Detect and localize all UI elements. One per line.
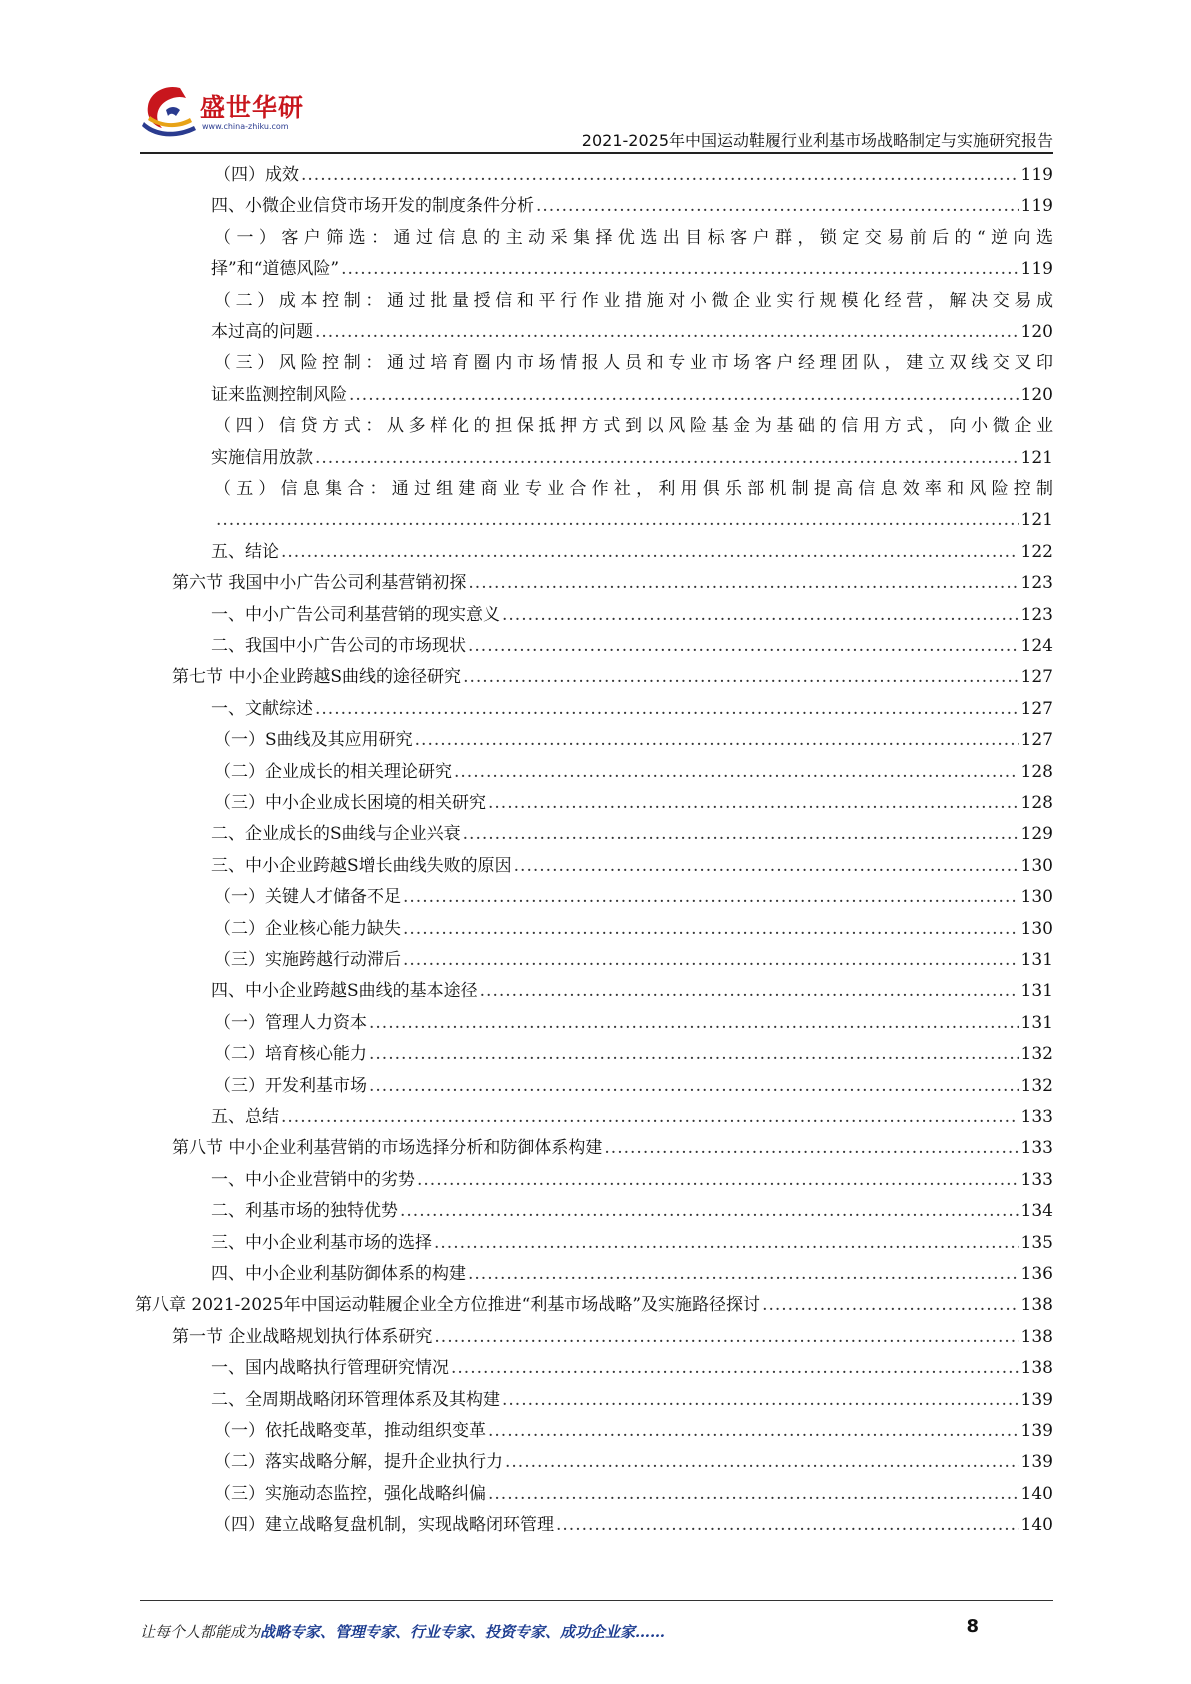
toc-leader-dots [315, 443, 1019, 474]
toc-entry-title: 一、文献综述 [211, 698, 313, 719]
toc-entry[interactable] [214, 757, 1053, 788]
toc-entry[interactable] [214, 1447, 1053, 1478]
toc-entry-title: （三）中小企业成长困境的相关研究 [214, 793, 486, 813]
toc-leader-dots [488, 1416, 1019, 1447]
report-title: 2021-2025年中国运动鞋履行业利基市场战略制定与实施研究报告 [581, 131, 1053, 150]
toc-entry-title[interactable]: （二）成本控制：通过批量授信和平行作业措施对小微企业实行规模化经营，解决交易成 [214, 290, 1053, 311]
toc-entry-title: 二、全周期战略闭环管理体系及其构建 [211, 1389, 500, 1410]
toc-entry-title: 四、中小企业跨越S曲线的基本途径 [211, 981, 478, 1002]
toc-page-number: 133 [1020, 1169, 1053, 1190]
toc-entry[interactable] [214, 1071, 1053, 1102]
toc-entry[interactable] [214, 945, 1053, 976]
toc-entry-title: 五、结论 [211, 541, 279, 562]
toc-page-number: 122 [1020, 541, 1053, 562]
toc-leader-dots [434, 1228, 1019, 1259]
toc-entry-title: 第一节 企业战略规划执行体系研究 [172, 1326, 433, 1347]
toc-entry-title: （二）企业核心能力缺失 [214, 918, 401, 939]
toc-entry[interactable] [211, 537, 1053, 568]
toc-leader-dots [216, 505, 1019, 536]
toc-entry-title: （三）实施跨越行动滞后 [214, 950, 401, 970]
toc-page-number: 130 [1020, 855, 1053, 876]
toc-entry[interactable] [214, 788, 1053, 819]
toc-page-number: 134 [1020, 1201, 1053, 1222]
toc-page-number: 139 [1020, 1421, 1053, 1441]
toc-entry[interactable] [214, 1039, 1053, 1070]
toc-entry-title: 第八章 2021-2025年中国运动鞋履企业全方位推进“利基市场战略”及实施路径探讨 [135, 1295, 761, 1316]
toc-leader-dots [762, 1290, 1018, 1321]
toc-page-number: 138 [1020, 1326, 1053, 1347]
toc-leader-dots [451, 1353, 1019, 1384]
toc-leader-dots [488, 788, 1019, 819]
toc-entry[interactable] [172, 568, 1053, 599]
toc-leader-dots [369, 1008, 1019, 1039]
toc-page-number: 131 [1020, 1012, 1053, 1033]
toc-leader-dots [281, 1102, 1019, 1133]
toc-entry[interactable] [211, 380, 1053, 411]
toc-entry[interactable] [211, 254, 1053, 285]
toc-leader-dots [301, 160, 1019, 191]
toc-entry[interactable] [214, 1479, 1053, 1510]
toc-page-number: 131 [1020, 950, 1053, 970]
toc-entry[interactable] [214, 725, 1053, 756]
toc-entry[interactable] [211, 600, 1053, 631]
toc-page-number: 139 [1020, 1452, 1053, 1473]
toc-leader-dots [505, 1447, 1019, 1478]
toc-entry[interactable] [211, 1259, 1053, 1290]
toc-entry-title: （二）企业成长的相关理论研究 [214, 761, 452, 782]
toc-leader-dots [454, 757, 1019, 788]
toc-leader-dots [341, 254, 1018, 285]
toc-page-number: 133 [1020, 1107, 1053, 1127]
toc-entry-title: 二、利基市场的独特优势 [211, 1201, 398, 1222]
toc-entry-title: （四）建立战略复盘机制，实现战略闭环管理 [214, 1515, 554, 1536]
toc-page-number: 124 [1020, 636, 1053, 656]
slogan-prefix: 让每个人都能成为 [140, 1623, 261, 1641]
toc-entry[interactable] [211, 1196, 1053, 1227]
toc-entry-title[interactable]: （一）客户筛选：通过信息的主动采集择优选出目标客户群，锁定交易前后的“逆向选 [214, 227, 1053, 248]
toc-page-number: 129 [1020, 824, 1053, 845]
toc-entry[interactable] [211, 851, 1053, 882]
toc-leader-dots [463, 662, 1018, 693]
toc-page-number: 127 [1020, 698, 1053, 719]
toc-entry[interactable] [211, 694, 1053, 725]
toc-entry-title: 一、国内战略执行管理研究情况 [211, 1358, 449, 1379]
toc-page-number: 136 [1020, 1264, 1053, 1284]
toc-leader-dots [403, 882, 1019, 913]
toc-entry-title: 第八节 中小企业利基营销的市场选择分析和防御体系构建 [172, 1138, 603, 1159]
toc-page-number: 132 [1020, 1075, 1053, 1096]
toc-entry-continuation: 证来监测控制风险 [211, 384, 347, 405]
toc-entry-continuation: 实施信用放款 [211, 447, 313, 468]
toc-leader-dots [468, 1259, 1019, 1290]
toc-leader-dots [400, 1196, 1019, 1227]
toc-page-number: 119 [1020, 259, 1053, 280]
toc-entry[interactable] [214, 1416, 1053, 1447]
toc-page-number: 130 [1020, 918, 1053, 939]
toc-entry-title: 二、我国中小广告公司的市场现状 [211, 636, 466, 656]
toc-entry-title: 四、小微企业信贷市场开发的制度条件分析 [211, 196, 534, 217]
toc-leader-dots [349, 380, 1019, 411]
logo-name: 盛世华研 [200, 93, 305, 122]
toc-entry-title: 三、中小企业利基市场的选择 [211, 1232, 432, 1253]
toc-leader-dots [403, 945, 1019, 976]
toc-entry-continuation: 择”和“道德风险” [211, 259, 340, 280]
footer-divider [140, 1600, 1053, 1601]
toc-entry[interactable] [214, 160, 1053, 191]
toc-entry[interactable] [211, 1228, 1053, 1259]
toc-entry-title: 一、中小广告公司利基营销的现实意义 [211, 604, 500, 625]
toc-page-number: 123 [1020, 604, 1053, 625]
toc-page-number: 132 [1020, 1044, 1053, 1065]
toc-entry[interactable] [211, 976, 1053, 1007]
toc-entry[interactable] [211, 1385, 1053, 1416]
toc-page-number: 128 [1020, 793, 1053, 813]
toc-entry[interactable] [214, 882, 1053, 913]
toc-page-number: 138 [1020, 1295, 1053, 1316]
toc-page-number: 139 [1020, 1389, 1053, 1410]
toc-leader-dots [536, 191, 1019, 222]
toc-entry-title: （一）依托战略变革，推动组织变革 [214, 1421, 486, 1441]
toc-page-number: 121 [1020, 510, 1053, 531]
toc-leader-dots [315, 694, 1019, 725]
toc-entry[interactable] [214, 505, 1053, 536]
slogan-highlight: 战略专家、管理专家、行业专家、投资专家、成功企业家…… [260, 1623, 666, 1641]
toc-entry[interactable] [214, 1510, 1053, 1541]
toc-page-number: 120 [1020, 384, 1053, 405]
toc-entry[interactable] [214, 1008, 1053, 1039]
toc-entry-title: 二、企业成长的S曲线与企业兴衰 [211, 824, 461, 845]
toc-entry-title: （一）S曲线及其应用研究 [214, 730, 413, 751]
toc-entry-continuation: 本过高的问题 [211, 322, 313, 342]
toc-page-number: 127 [1020, 730, 1053, 751]
toc-leader-dots [434, 1322, 1018, 1353]
toc-page-number: 119 [1020, 196, 1053, 217]
header-divider [140, 152, 1053, 154]
toc-page-number: 123 [1020, 573, 1053, 594]
toc-entry-title[interactable]: （三）风险控制：通过培育圈内市场情报人员和专业市场客户经理团队，建立双线交叉印 [214, 353, 1053, 374]
toc-entry-title: （三）实施动态监控，强化战略纠偏 [214, 1483, 486, 1504]
toc-page-number: 140 [1020, 1483, 1053, 1504]
toc-entry[interactable] [135, 1290, 1053, 1321]
toc-page-number: 130 [1020, 887, 1053, 908]
page-header [0, 0, 1191, 160]
toc-entry-title[interactable]: （四）信贷方式：从多样化的担保抵押方式到以风险基金为基础的信用方式，向小微企业 [214, 416, 1053, 437]
toc-page-number: 121 [1020, 447, 1053, 468]
toc-page-number: 120 [1020, 322, 1053, 342]
toc-entry-title: 三、中小企业跨越S增长曲线失败的原因 [211, 855, 512, 876]
toc-entry-title: （四）成效 [214, 165, 299, 185]
toc-entry[interactable] [211, 631, 1053, 662]
toc-entry-title: 五、总结 [211, 1107, 279, 1127]
toc-page-number: 131 [1020, 981, 1053, 1002]
toc-entry[interactable] [172, 1133, 1053, 1164]
toc-entry-title: （三）开发利基市场 [214, 1075, 367, 1096]
toc-page-number: 135 [1020, 1232, 1053, 1253]
toc-leader-dots [403, 914, 1019, 945]
company-logo [140, 82, 310, 146]
toc-page-number: 138 [1020, 1358, 1053, 1379]
toc-entry[interactable] [172, 1322, 1053, 1353]
toc-entry-title: 一、中小企业营销中的劣势 [211, 1169, 415, 1190]
toc-entry-title: 第七节 中小企业跨越S曲线的途径研究 [172, 667, 462, 688]
toc-leader-dots [369, 1071, 1019, 1102]
toc-leader-dots [415, 725, 1019, 756]
toc-entry-title: 四、中小企业利基防御体系的构建 [211, 1264, 466, 1284]
toc-entry[interactable] [211, 191, 1053, 222]
toc-entry[interactable] [211, 317, 1053, 348]
toc-entry[interactable] [211, 1353, 1053, 1384]
toc-leader-dots [281, 537, 1019, 568]
page-number: 8 [966, 1616, 979, 1637]
toc-leader-dots [480, 976, 1019, 1007]
toc-page-number: 127 [1020, 667, 1053, 688]
toc-entry[interactable] [172, 662, 1053, 693]
toc-entry-title: （一）管理人力资本 [214, 1012, 367, 1033]
toc-leader-dots [369, 1039, 1019, 1070]
toc-leader-dots [417, 1165, 1019, 1196]
toc-page-number: 133 [1020, 1138, 1053, 1159]
toc-entry[interactable] [211, 1102, 1053, 1133]
toc-entry-title: 第六节 我国中小广告公司利基营销初探 [172, 573, 467, 594]
toc-leader-dots [488, 1479, 1019, 1510]
toc-leader-dots [502, 600, 1019, 631]
toc-page-number: 128 [1020, 761, 1053, 782]
toc-entry-title: （一）关键人才储备不足 [214, 887, 401, 908]
toc-entry[interactable] [211, 443, 1053, 474]
toc-leader-dots [315, 317, 1019, 348]
toc-entry-title[interactable]: （五）信息集合：通过组建商业专业合作社，利用俱乐部机制提高信息效率和风险控制 [214, 479, 1053, 499]
toc-page-number: 140 [1020, 1515, 1053, 1536]
toc-leader-dots [556, 1510, 1019, 1541]
toc-leader-dots [463, 819, 1019, 850]
logo-mark-icon [140, 82, 202, 140]
toc-entry-title: （二）培育核心能力 [214, 1044, 367, 1065]
toc-leader-dots [468, 568, 1018, 599]
footer-slogan [140, 1621, 665, 1642]
toc-leader-dots [514, 851, 1019, 882]
toc-entry[interactable] [214, 914, 1053, 945]
logo-url: www.china-zhiku.com [202, 122, 289, 131]
toc-leader-dots [502, 1385, 1019, 1416]
toc-entry[interactable] [211, 1165, 1053, 1196]
toc-page-number: 119 [1020, 165, 1053, 185]
toc-entry-title: （二）落实战略分解，提升企业执行力 [214, 1452, 503, 1473]
toc-leader-dots [604, 1133, 1018, 1164]
toc-leader-dots [468, 631, 1019, 662]
toc-entry[interactable] [211, 819, 1053, 850]
